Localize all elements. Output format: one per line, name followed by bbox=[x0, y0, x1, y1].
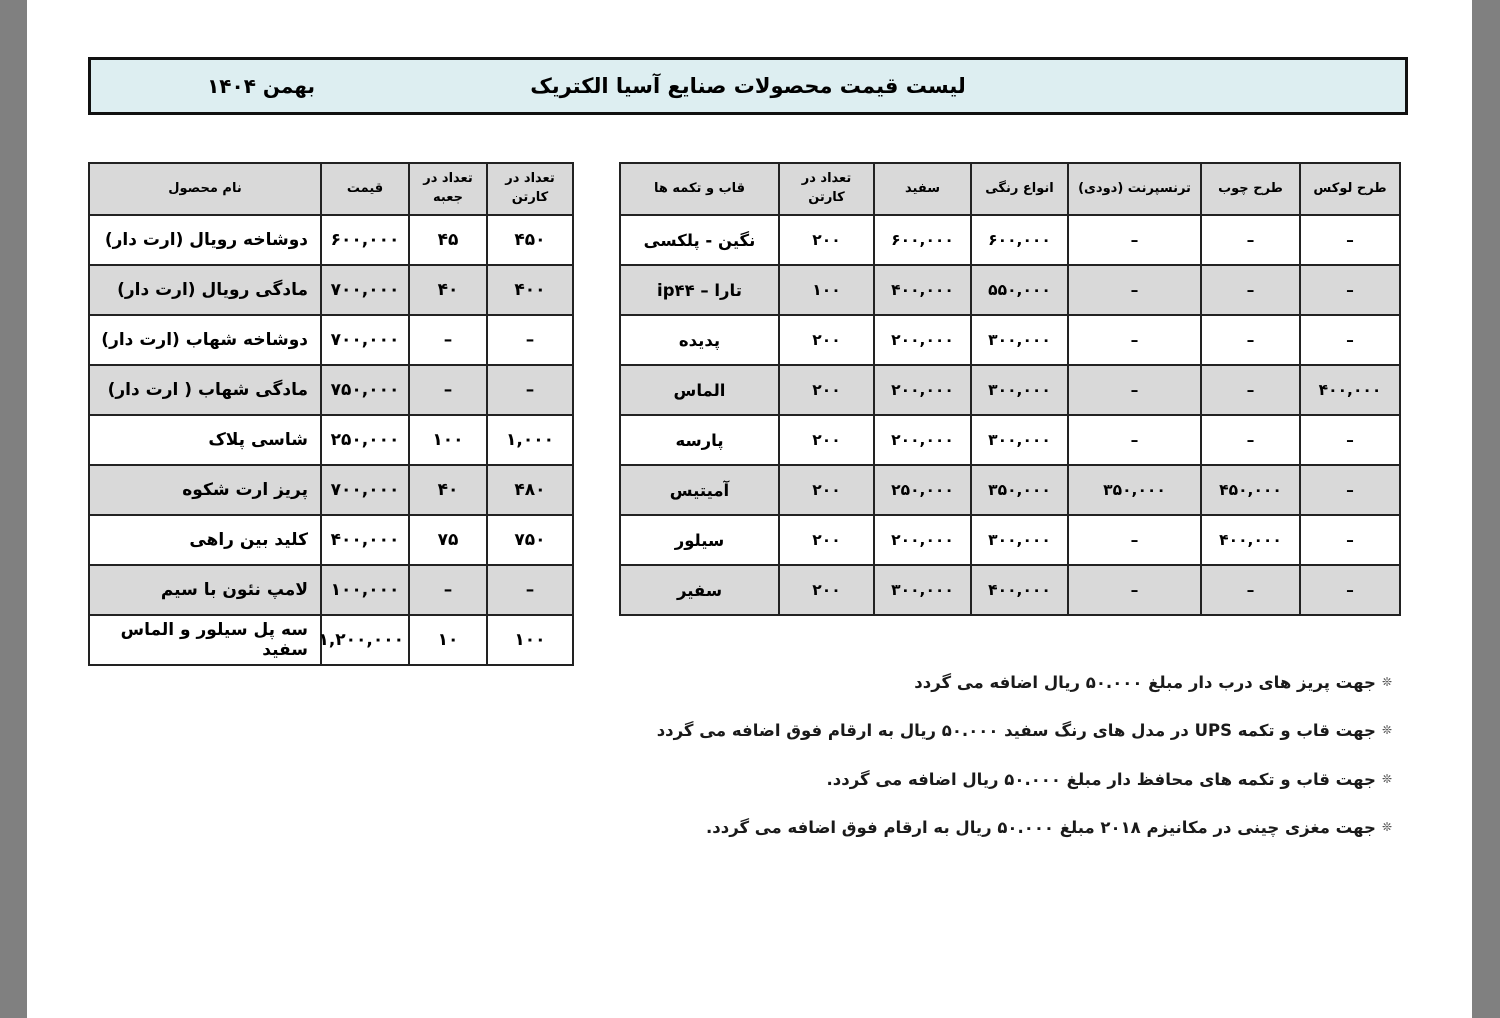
col-header-box-count: تعداد در جعبه bbox=[409, 163, 487, 215]
product-box-count: ۱۰۰ bbox=[409, 415, 487, 465]
product-carton-count: – bbox=[487, 365, 573, 415]
col-header-white: سفید bbox=[874, 163, 971, 215]
footnotes-list bbox=[72, 672, 1392, 865]
col-header-frame-and-button: قاب و تکمه ها bbox=[620, 163, 779, 215]
frame-name: پارسه bbox=[620, 415, 779, 465]
frames-table-container bbox=[619, 162, 1401, 616]
product-box-count: – bbox=[409, 365, 487, 415]
product-carton-count: – bbox=[487, 315, 573, 365]
product-carton-count: ۴۰۰ bbox=[487, 265, 573, 315]
table-row bbox=[89, 365, 573, 415]
document-title-bar bbox=[88, 57, 1408, 115]
table-row bbox=[620, 515, 1400, 565]
col-header-carton-count: تعداد در کارتن bbox=[487, 163, 573, 215]
col-header-carton-count: تعداد در کارتن bbox=[779, 163, 874, 215]
table-row bbox=[620, 465, 1400, 515]
frame-colored-price: ۶۰۰,۰۰۰ bbox=[971, 215, 1068, 265]
product-name: پریز ارت شکوه bbox=[89, 465, 321, 515]
frame-transparent-price: – bbox=[1068, 265, 1201, 315]
frames-table-body bbox=[620, 215, 1400, 615]
product-price: ۶۰۰,۰۰۰ bbox=[321, 215, 409, 265]
frame-name: تارا – ip۴۴ bbox=[620, 265, 779, 315]
frame-colored-price: ۵۵۰,۰۰۰ bbox=[971, 265, 1068, 315]
col-header-transparent: ترنسپرنت (دودی) bbox=[1068, 163, 1201, 215]
frame-transparent-price: – bbox=[1068, 365, 1201, 415]
products-table-container bbox=[88, 162, 574, 666]
product-box-count: ۷۵ bbox=[409, 515, 487, 565]
frame-transparent-price: – bbox=[1068, 215, 1201, 265]
product-name: دوشاخه رویال (ارت دار) bbox=[89, 215, 321, 265]
table-row bbox=[620, 365, 1400, 415]
frame-white-price: ۲۵۰,۰۰۰ bbox=[874, 465, 971, 515]
frame-wood-price: – bbox=[1201, 265, 1300, 315]
frame-colored-price: ۳۰۰,۰۰۰ bbox=[971, 365, 1068, 415]
product-carton-count: ۷۵۰ bbox=[487, 515, 573, 565]
table-row bbox=[620, 215, 1400, 265]
frame-wood-price: – bbox=[1201, 215, 1300, 265]
frame-luxe-price: – bbox=[1300, 215, 1400, 265]
frame-name: نگین - پلکسی bbox=[620, 215, 779, 265]
table-row bbox=[620, 565, 1400, 615]
frame-colored-price: ۳۰۰,۰۰۰ bbox=[971, 515, 1068, 565]
frame-carton-count: ۲۰۰ bbox=[779, 515, 874, 565]
footnote-text: جهت مغزی چینی در مکانیزم ۲۰۱۸ مبلغ ۵۰.۰۰۰ ریال به ارقام فوق اضافه می گردد. bbox=[705, 817, 1376, 837]
table-row bbox=[89, 315, 573, 365]
frame-wood-price: – bbox=[1201, 565, 1300, 615]
table-row bbox=[89, 215, 573, 265]
product-name: مادگی شهاب ( ارت دار) bbox=[89, 365, 321, 415]
frame-white-price: ۳۰۰,۰۰۰ bbox=[874, 565, 971, 615]
frame-colored-price: ۴۰۰,۰۰۰ bbox=[971, 565, 1068, 615]
table-row bbox=[89, 515, 573, 565]
product-price: ۷۰۰,۰۰۰ bbox=[321, 265, 409, 315]
product-box-count: – bbox=[409, 315, 487, 365]
asterisk-icon: ❊ bbox=[1381, 675, 1392, 689]
frame-wood-price: ۴۵۰,۰۰۰ bbox=[1201, 465, 1300, 515]
product-carton-count: ۱,۰۰۰ bbox=[487, 415, 573, 465]
product-box-count: ۴۵ bbox=[409, 215, 487, 265]
footnote-item bbox=[72, 817, 1392, 839]
frame-wood-price: – bbox=[1201, 415, 1300, 465]
page-left-margin-band bbox=[0, 0, 27, 1018]
footnote-item bbox=[72, 769, 1392, 791]
frame-wood-price: ۴۰۰,۰۰۰ bbox=[1201, 515, 1300, 565]
frame-carton-count: ۲۰۰ bbox=[779, 415, 874, 465]
product-box-count: ۱۰ bbox=[409, 615, 487, 665]
product-price: ۱,۲۰۰,۰۰۰ bbox=[321, 615, 409, 665]
products-table-body bbox=[89, 215, 573, 665]
product-name: دوشاخه شهاب (ارت دار) bbox=[89, 315, 321, 365]
frame-name: سفیر bbox=[620, 565, 779, 615]
product-price: ۷۵۰,۰۰۰ bbox=[321, 365, 409, 415]
product-box-count: – bbox=[409, 565, 487, 615]
footnote-item bbox=[72, 672, 1392, 694]
product-name: کلید بین راهی bbox=[89, 515, 321, 565]
frame-carton-count: ۲۰۰ bbox=[779, 315, 874, 365]
product-price: ۴۰۰,۰۰۰ bbox=[321, 515, 409, 565]
table-row bbox=[620, 315, 1400, 365]
frames-table bbox=[619, 162, 1401, 616]
frame-wood-price: – bbox=[1201, 315, 1300, 365]
frame-carton-count: ۲۰۰ bbox=[779, 565, 874, 615]
col-header-price: قیمت bbox=[321, 163, 409, 215]
table-row bbox=[89, 615, 573, 665]
table-row bbox=[89, 465, 573, 515]
product-price: ۱۰۰,۰۰۰ bbox=[321, 565, 409, 615]
product-price: ۷۰۰,۰۰۰ bbox=[321, 465, 409, 515]
frame-carton-count: ۲۰۰ bbox=[779, 465, 874, 515]
frame-luxe-price: – bbox=[1300, 265, 1400, 315]
products-table bbox=[88, 162, 574, 666]
product-name: سه پل سیلور و الماس سفید bbox=[89, 615, 321, 665]
col-header-luxe-design: طرح لوکس bbox=[1300, 163, 1400, 215]
product-name: لامپ نئون با سیم bbox=[89, 565, 321, 615]
frame-luxe-price: – bbox=[1300, 565, 1400, 615]
footnote-text: جهت پریز های درب دار مبلغ ۵۰.۰۰۰ ریال اضافه می گردد bbox=[914, 673, 1376, 692]
col-header-wood-design: طرح چوب bbox=[1201, 163, 1300, 215]
frame-colored-price: ۳۰۰,۰۰۰ bbox=[971, 315, 1068, 365]
col-header-colored-types: انواع رنگی bbox=[971, 163, 1068, 215]
frame-luxe-price: ۴۰۰,۰۰۰ bbox=[1300, 365, 1400, 415]
asterisk-icon: ❊ bbox=[1381, 723, 1392, 738]
table-row bbox=[620, 265, 1400, 315]
frame-name: آمیتیس bbox=[620, 465, 779, 515]
document-sheet bbox=[27, 0, 1472, 1018]
frame-carton-count: ۲۰۰ bbox=[779, 215, 874, 265]
footnote-text: جهت قاب و تکمه UPS در مدل های رنگ سفید ۵۰.۰۰۰ ریال به ارقام فوق اضافه می گردد bbox=[656, 721, 1376, 741]
frame-carton-count: ۲۰۰ bbox=[779, 365, 874, 415]
frame-luxe-price: – bbox=[1300, 315, 1400, 365]
col-header-product-name: نام محصول bbox=[89, 163, 321, 215]
asterisk-icon: ❊ bbox=[1381, 819, 1392, 834]
asterisk-icon: ❊ bbox=[1381, 771, 1392, 786]
frame-carton-count: ۱۰۰ bbox=[779, 265, 874, 315]
frame-colored-price: ۳۰۰,۰۰۰ bbox=[971, 415, 1068, 465]
product-box-count: ۴۰ bbox=[409, 465, 487, 515]
product-carton-count: ۴۵۰ bbox=[487, 215, 573, 265]
frame-name: پدیده bbox=[620, 315, 779, 365]
frame-luxe-price: – bbox=[1300, 415, 1400, 465]
page-right-margin-band bbox=[1472, 0, 1500, 1018]
table-row bbox=[89, 565, 573, 615]
price-list-date: بهمن ۱۴۰۴ bbox=[207, 74, 315, 98]
frame-transparent-price: – bbox=[1068, 565, 1201, 615]
page-title: لیست قیمت محصولات صنایع آسیا الکتریک bbox=[530, 74, 966, 98]
footnote-item bbox=[72, 720, 1392, 742]
frame-transparent-price: ۳۵۰,۰۰۰ bbox=[1068, 465, 1201, 515]
frames-table-header-row bbox=[620, 163, 1400, 215]
frame-white-price: ۲۰۰,۰۰۰ bbox=[874, 365, 971, 415]
frame-luxe-price: – bbox=[1300, 515, 1400, 565]
product-price: ۷۰۰,۰۰۰ bbox=[321, 315, 409, 365]
table-row bbox=[89, 415, 573, 465]
frame-wood-price: – bbox=[1201, 365, 1300, 415]
product-carton-count: ۱۰۰ bbox=[487, 615, 573, 665]
table-row bbox=[620, 415, 1400, 465]
frame-luxe-price: – bbox=[1300, 465, 1400, 515]
products-table-header-row bbox=[89, 163, 573, 215]
frame-transparent-price: – bbox=[1068, 415, 1201, 465]
product-carton-count: – bbox=[487, 565, 573, 615]
footnote-text: جهت قاب و تکمه های محافظ دار مبلغ ۵۰.۰۰۰ ریال اضافه می گردد. bbox=[826, 769, 1376, 789]
table-row bbox=[89, 265, 573, 315]
frame-transparent-price: – bbox=[1068, 315, 1201, 365]
product-box-count: ۴۰ bbox=[409, 265, 487, 315]
frame-white-price: ۲۰۰,۰۰۰ bbox=[874, 515, 971, 565]
product-name: مادگی رویال (ارت دار) bbox=[89, 265, 321, 315]
frame-white-price: ۴۰۰,۰۰۰ bbox=[874, 265, 971, 315]
frame-transparent-price: – bbox=[1068, 515, 1201, 565]
product-name: شاسی پلاک bbox=[89, 415, 321, 465]
product-carton-count: ۴۸۰ bbox=[487, 465, 573, 515]
frame-white-price: ۲۰۰,۰۰۰ bbox=[874, 415, 971, 465]
frame-colored-price: ۳۵۰,۰۰۰ bbox=[971, 465, 1068, 515]
product-price: ۲۵۰,۰۰۰ bbox=[321, 415, 409, 465]
frame-name: الماس bbox=[620, 365, 779, 415]
frame-white-price: ۶۰۰,۰۰۰ bbox=[874, 215, 971, 265]
frame-white-price: ۲۰۰,۰۰۰ bbox=[874, 315, 971, 365]
frame-name: سیلور bbox=[620, 515, 779, 565]
